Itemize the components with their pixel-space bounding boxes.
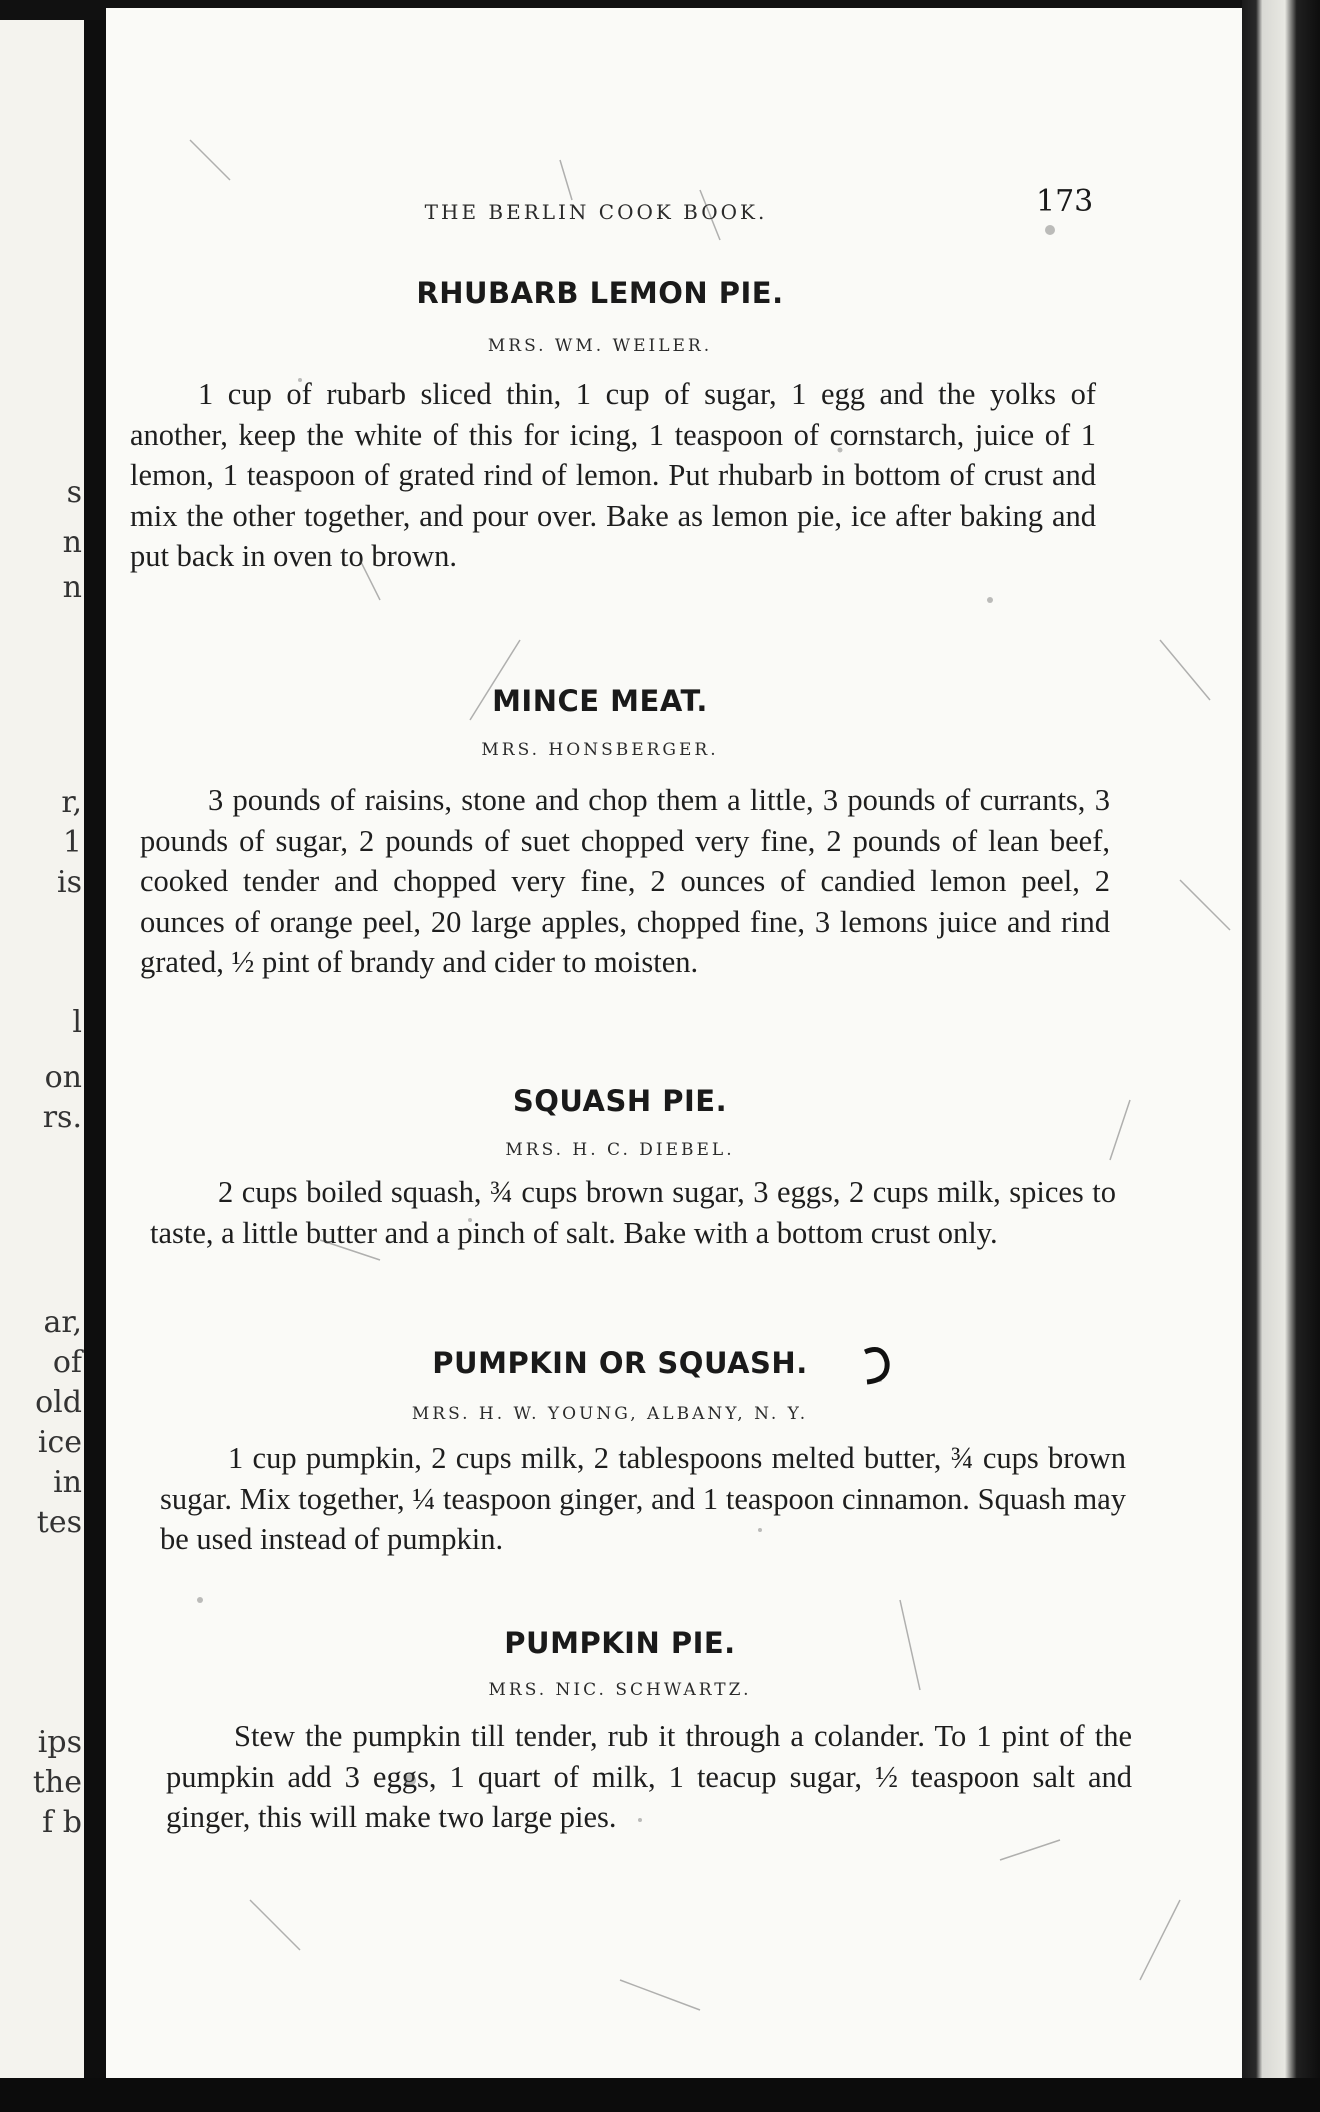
recipe-text: 1 cup pumpkin, 2 cups milk, 2 tablespoons melted butter, ¾ cups brown sugar. Mix together, ¼ teaspoon ginger, and 1 teaspoon cinnamon. Squash may be used instead of pumpkin. xyxy=(160,1441,1126,1556)
facing-page-fragment: tes xyxy=(36,1505,82,1540)
facing-page-fragment: in xyxy=(53,1465,82,1500)
recipe-title: PUMPKIN OR SQUASH. xyxy=(432,1346,808,1380)
facing-page-fragment: of xyxy=(52,1345,82,1380)
facing-page-fragment: f b xyxy=(42,1805,82,1840)
facing-page-fragment: the xyxy=(32,1765,82,1800)
recipe-title: RHUBARB LEMON PIE. xyxy=(416,276,784,310)
book-gutter xyxy=(84,20,106,2080)
facing-page-fragment: ips xyxy=(37,1725,82,1760)
facing-page-edge xyxy=(0,20,84,2080)
recipe-author: MRS. H. C. DIEBEL. xyxy=(505,1140,735,1160)
recipe-author: MRS. NIC. SCHWARTZ. xyxy=(488,1680,752,1700)
recipe-text: 1 cup of rubarb sliced thin, 1 cup of sugar, 1 egg and the yolks of another, keep the white of this for icing, 1 teaspoon of cornstarch, juice of 1 lemon, 1 teaspoon of grated rind of lemon. Put rhubarb in bottom of crust and mix the other together, and pour over. Bake as lemon pie, ice after baking and put back in oven to brown. xyxy=(130,377,1096,573)
recipe-text: 3 pounds of raisins, stone and chop them a little, 3 pounds of currants, 3 pounds of sugar, 2 pounds of suet chopped very fine, 2 pounds of lean beef, cooked tender and chopped very fine, 2 ounces of candied lemon peel, 2 ounces of orange peel, 20 large apples, chopped fine, 3 lemons juice and rind grated, ½ pint of brandy and cider to moisten. xyxy=(140,783,1110,979)
facing-page-fragment: l xyxy=(72,1005,82,1040)
facing-page-fragment: n xyxy=(62,570,82,605)
page-edge-right xyxy=(1242,0,1320,2112)
facing-page-fragment: s xyxy=(66,475,82,510)
page-number: 173 xyxy=(1036,184,1094,219)
facing-page-fragment: rs. xyxy=(42,1100,82,1135)
recipe-author: MRS. H. W. YOUNG, ALBANY, N. Y. xyxy=(411,1404,809,1424)
recipe-title: MINCE MEAT. xyxy=(492,684,708,718)
facing-page-fragment: on xyxy=(44,1060,82,1095)
page-edge-bottom xyxy=(0,2078,1320,2112)
recipe-title: SQUASH PIE. xyxy=(512,1084,728,1118)
facing-page-fragment: old xyxy=(35,1385,82,1420)
recipe-author: MRS. HONSBERGER. xyxy=(481,740,719,760)
recipe-author: MRS. WM. WEILER. xyxy=(487,336,713,356)
recipe-text: 2 cups boiled squash, ¾ cups brown sugar, 3 eggs, 2 cups milk, spices to taste, a little butter and a pinch of salt. Bake with a bottom crust only. xyxy=(150,1175,1116,1250)
facing-page-fragment: r, xyxy=(61,785,82,820)
facing-page-fragment: ice xyxy=(37,1425,82,1460)
recipe-title: PUMPKIN PIE. xyxy=(504,1626,736,1660)
facing-page-fragment: ar, xyxy=(43,1305,82,1340)
facing-page-fragment: n xyxy=(62,525,82,560)
recipe-text: Stew the pumpkin till tender, rub it through a colander. To 1 pint of the pumpkin add 3 eggs, 1 quart of milk, 1 teacup sugar, ½ teaspoon salt and ginger, this will make two large pies. xyxy=(166,1719,1132,1834)
running-head: THE BERLIN COOK BOOK. xyxy=(424,200,768,224)
facing-page-fragment: 1 xyxy=(62,825,82,860)
facing-page-fragment: is xyxy=(57,865,82,900)
